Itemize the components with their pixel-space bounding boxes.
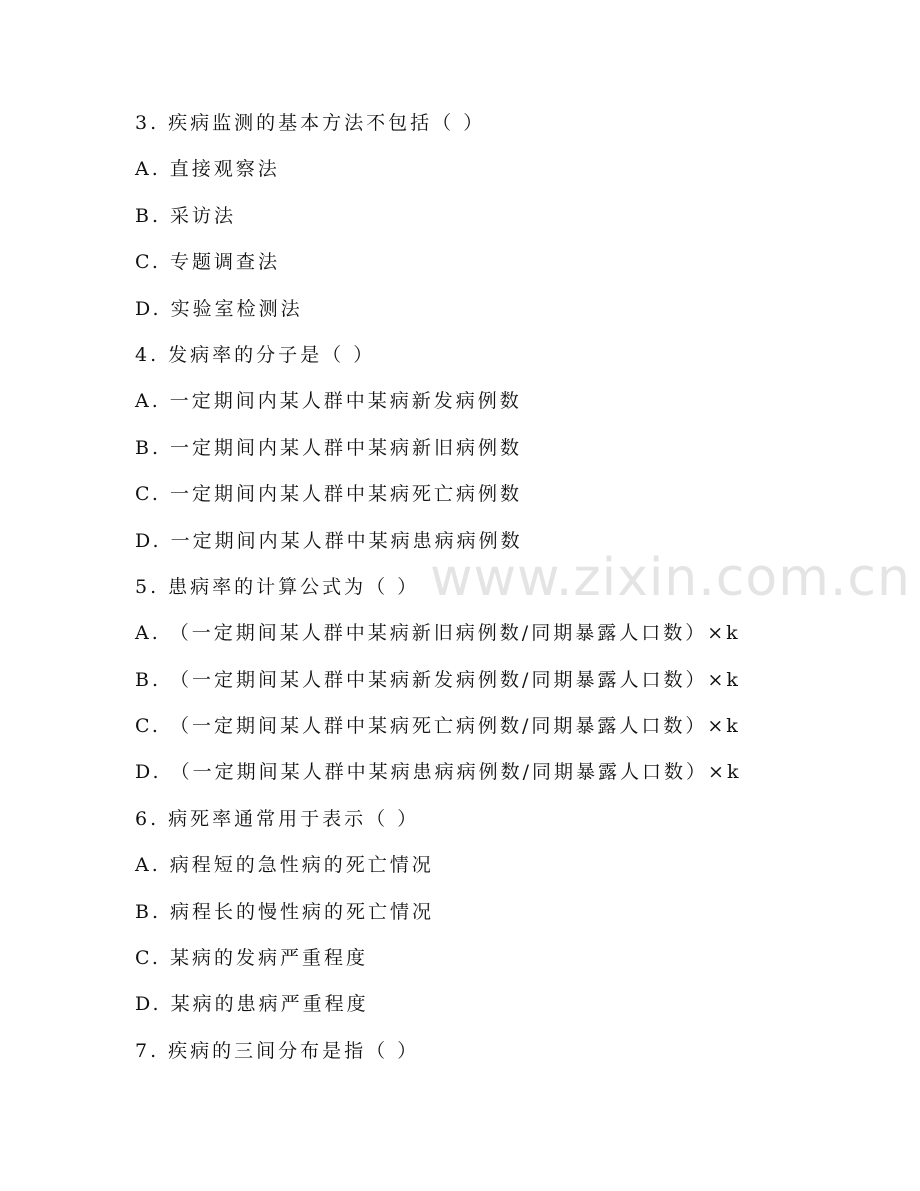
question-3-option-a: A. 直接观察法: [135, 158, 280, 181]
question-7-stem: 7. 疾病的三间分布是指（ ）: [135, 1039, 420, 1062]
question-6-option-b: B. 病程长的慢性病的死亡情况: [135, 900, 435, 923]
question-4-option-b: B. 一定期间内某人群中某病新旧病例数: [135, 436, 523, 459]
question-5-option-d: D. （一定期间某人群中某病患病病例数/同期暴露人口数）×k: [135, 761, 742, 784]
question-6-option-d: D. 某病的患病严重程度: [135, 993, 369, 1016]
question-6-stem: 6. 病死率通常用于表示（ ）: [135, 807, 420, 830]
question-3-option-b: B. 采访法: [135, 204, 237, 227]
question-6-option-c: C. 某病的发病严重程度: [135, 947, 368, 970]
question-5-option-b: B. （一定期间某人群中某病新发病例数/同期暴露人口数）×k: [135, 668, 741, 691]
question-3-stem: 3. 疾病监测的基本方法不包括（ ）: [135, 112, 486, 134]
question-4-stem: 4. 发病率的分子是（ ）: [135, 343, 376, 366]
question-4-option-d: D. 一定期间内某人群中某病患病病例数: [135, 529, 523, 552]
question-6-option-a: A. 病程短的急性病的死亡情况: [135, 854, 434, 877]
question-3-option-c: C. 专题调查法: [135, 251, 280, 274]
question-4-option-c: C. 一定期间内某人群中某病死亡病例数: [135, 483, 522, 506]
question-3-option-d: D. 实验室检测法: [135, 297, 303, 320]
question-5-stem: 5. 患病率的计算公式为（ ）: [135, 575, 420, 598]
question-5-option-a: A. （一定期间某人群中某病新旧病例数/同期暴露人口数）×k: [135, 622, 741, 645]
question-5-option-c: C. （一定期间某人群中某病死亡病例数/同期暴露人口数）×k: [135, 715, 741, 738]
watermark: www.zixin.com.cn: [430, 548, 911, 608]
question-4-option-a: A. 一定期间内某人群中某病新发病例数: [135, 390, 522, 413]
